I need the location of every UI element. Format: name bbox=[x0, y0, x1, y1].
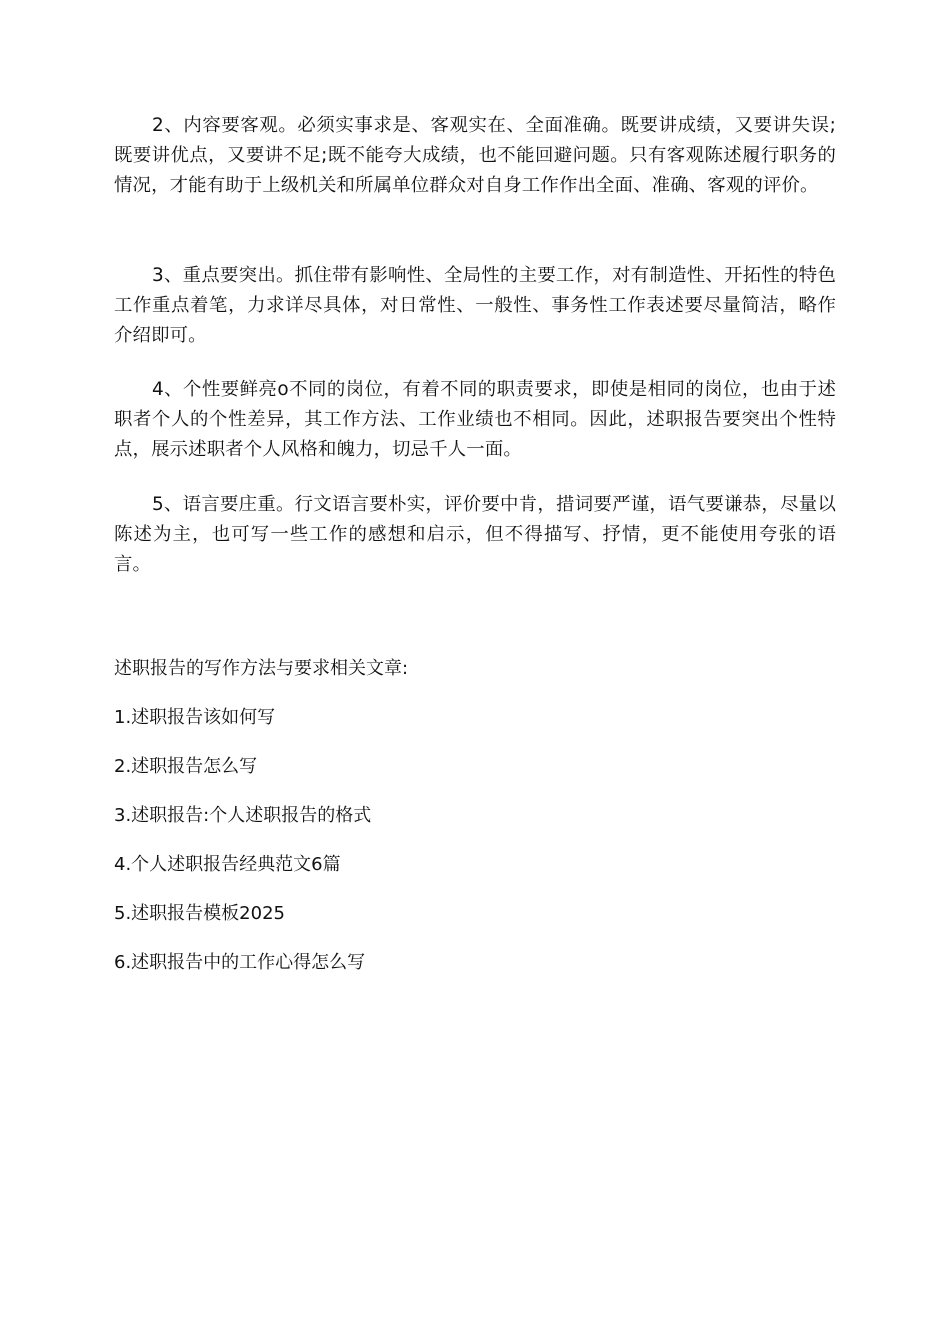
related-article-link[interactable]: 5.述职报告模板2025 bbox=[114, 903, 285, 924]
related-article-link[interactable]: 1.述职报告该如何写 bbox=[114, 707, 276, 728]
related-article-link[interactable]: 4.个人述职报告经典范文6篇 bbox=[114, 854, 341, 875]
related-article-link[interactable]: 2.述职报告怎么写 bbox=[114, 756, 258, 777]
related-articles-title: 述职报告的写作方法与要求相关文章: bbox=[114, 658, 409, 679]
related-article-link[interactable]: 3.述职报告:个人述职报告的格式 bbox=[114, 805, 372, 826]
paragraph-highlight-key-points: 3、重点要突出。抓住带有影响性、全局性的主要工作，对有制造性、开拓性的特色工作重点着笔，力求详尽具体，对日常性、一般性、事务性工作表述要尽量简洁，略作介绍即可。 bbox=[114, 265, 836, 346]
paragraph-formal-language: 5、语言要庄重。行文语言要朴实，评价要中肯，措词要严谨，语气要谦恭，尽量以陈述为主，也可写一些工作的感想和启示，但不得描写、抒情，更不能使用夸张的语言。 bbox=[114, 494, 836, 575]
paragraph-objective-content: 2、内容要客观。必须实事求是、客观实在、全面准确。既要讲成绩，又要讲失误;既要讲优点，又要讲不足;既不能夸大成绩，也不能回避问题。只有客观陈述履行职务的情况，才能有助于上级机关和所属单位群众对自身工作作出全面、准确、客观的评价。 bbox=[114, 115, 836, 196]
related-articles-list bbox=[114, 703, 371, 997]
paragraph-distinct-personality: 4、个性要鲜亮o不同的岗位，有着不同的职责要求，即使是相同的岗位，也由于述职者个人的个性差异，其工作方法、工作业绩也不相同。因此，述职报告要突出个性特点，展示述职者个人风格和魄力，切忌千人一面。 bbox=[114, 379, 836, 460]
related-article-link[interactable]: 6.述职报告中的工作心得怎么写 bbox=[114, 952, 366, 973]
